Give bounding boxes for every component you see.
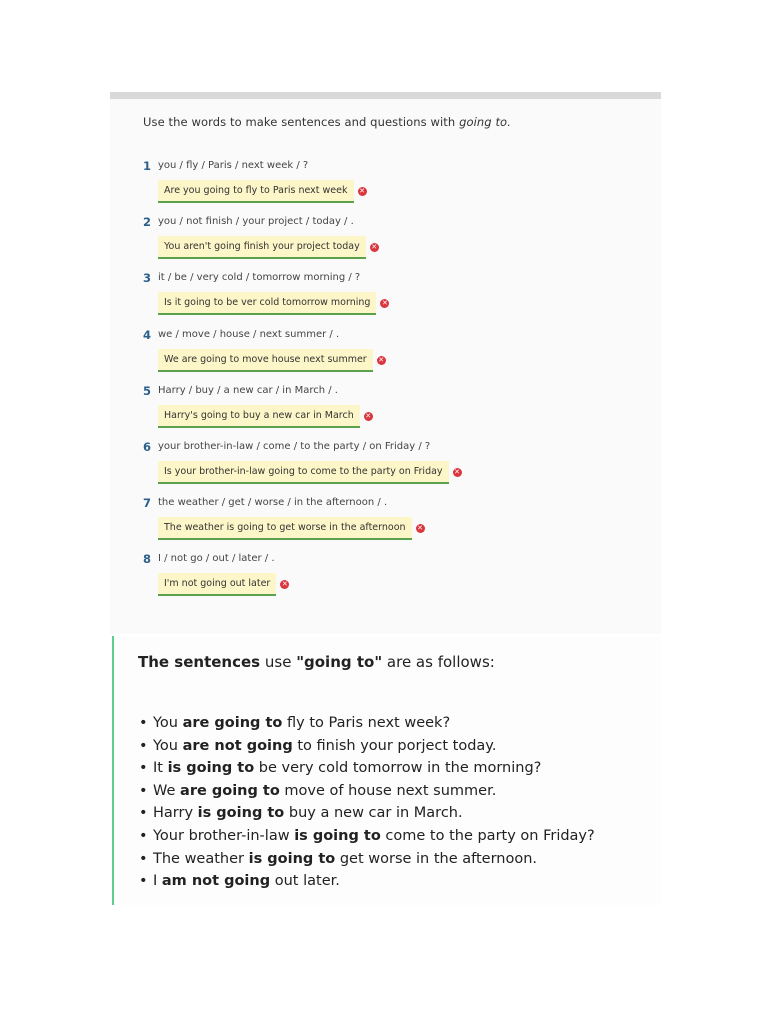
bullet-text: move of house next summer. [279,782,497,799]
bullet-bold: are going to [180,782,280,799]
list-item [138,870,595,893]
answer-input[interactable]: You aren't going finish your project today [158,236,366,259]
intro-bold-2: "going to" [296,653,383,671]
intro-bold-1: The sentences [138,653,261,671]
item-number: 6 [143,440,152,454]
answer-input[interactable]: The weather is going to get worse in the afternoon [158,517,412,540]
instruction-text: Use the words to make sentences and questions with [143,115,456,129]
answer-input[interactable]: Are you going to fly to Paris next week [158,180,354,203]
list-item [138,757,595,780]
exercise-item-4 [143,328,653,384]
bullet-text: out later. [270,873,340,890]
answer-input[interactable]: Is your brother-in-law going to come to the party on Friday [158,461,449,484]
answer-input[interactable]: Is it going to be ver cold tomorrow morning [158,292,376,315]
bullet-bold: is going to [294,827,381,844]
bullet-text: Harry [153,805,198,822]
instruction-emphasis: going to. [459,115,511,129]
wrong-answer-icon: ✕ [378,356,385,364]
item-number: 2 [143,215,152,229]
bullet-bold: are going to [182,715,283,731]
intro-end: are as follows: [382,653,495,671]
bullet-text: come to the party on Friday? [380,827,595,844]
item-number: 3 [143,271,152,285]
list-item [138,780,595,803]
explanation-intro [138,653,495,671]
item-prompt: we / move / house / next summer / . [158,329,340,340]
item-prompt: I / not go / out / later / . [158,553,275,564]
intro-mid: use [260,653,297,671]
wrong-answer-icon: ✕ [382,299,388,307]
wrong-answer-icon: ✕ [371,243,378,251]
bullet-text: I [153,873,162,890]
item-prompt: you / not finish / your project / today / . [158,216,354,227]
answer-input[interactable]: We are going to move house next summer [158,349,373,372]
bullet-text: You [153,715,183,731]
bullet-text: Your brother-in-law [153,827,295,844]
bullet-text: fly to Paris next week? [282,715,451,731]
answer-input[interactable]: I'm not going out later [158,573,276,596]
item-prompt: Harry / buy / a new car / in March / . [158,385,338,396]
item-prompt: the weather / get / worse / in the afternoon / . [158,497,388,508]
list-item [138,848,595,871]
explanation-block [112,636,661,905]
wrong-answer-icon: ✕ [454,468,460,476]
bullet-bold: is going to [248,850,336,867]
bullet-bold: am not going [161,873,271,890]
exercise-card [110,92,661,634]
bullet-text: to finish your porject today. [292,737,497,754]
exercise-item-5 [143,384,653,440]
item-prompt: your brother-in-law / come / to the party / on Friday / ? [158,441,431,452]
answer-list [138,712,595,893]
item-prompt: you / fly / Paris / next week / ? [158,160,309,171]
exercise-item-3 [143,271,653,327]
bullet-text: buy a new car in March. [284,805,463,822]
list-item [138,712,595,735]
exercise-item-8 [143,552,653,608]
bullet-text: It [153,760,168,777]
bullet-text: You [153,737,183,754]
bullet-bold: are not going [182,737,293,754]
item-number: 7 [143,496,152,510]
exercise-item-1 [143,159,653,215]
list-item [138,825,595,848]
bullet-text: We [153,782,181,799]
item-prompt: it / be / very cold / tomorrow morning / ? [158,272,361,283]
answer-input[interactable]: Harry's going to buy a new car in March [158,405,360,428]
wrong-answer-icon: ✕ [281,580,288,588]
bullet-text: get worse in the afternoon. [335,850,538,867]
wrong-answer-icon: ✕ [359,187,365,195]
item-number: 4 [143,328,152,342]
item-number: 1 [143,159,152,173]
bullet-bold: is going to [167,760,255,777]
bullet-text: be very cold tomorrow in the morning? [254,760,542,777]
item-number: 5 [143,384,152,398]
exercise-instruction [143,115,511,129]
wrong-answer-icon: ✕ [365,412,372,420]
exercise-item-6 [143,440,653,496]
list-item [138,735,595,758]
item-number: 8 [143,552,152,566]
exercise-item-2 [143,215,653,271]
bullet-bold: is going to [197,805,285,822]
wrong-answer-icon: ✕ [417,524,423,532]
exercise-item-7 [143,496,653,552]
list-item [138,802,595,825]
bullet-text: The weather [153,850,249,867]
